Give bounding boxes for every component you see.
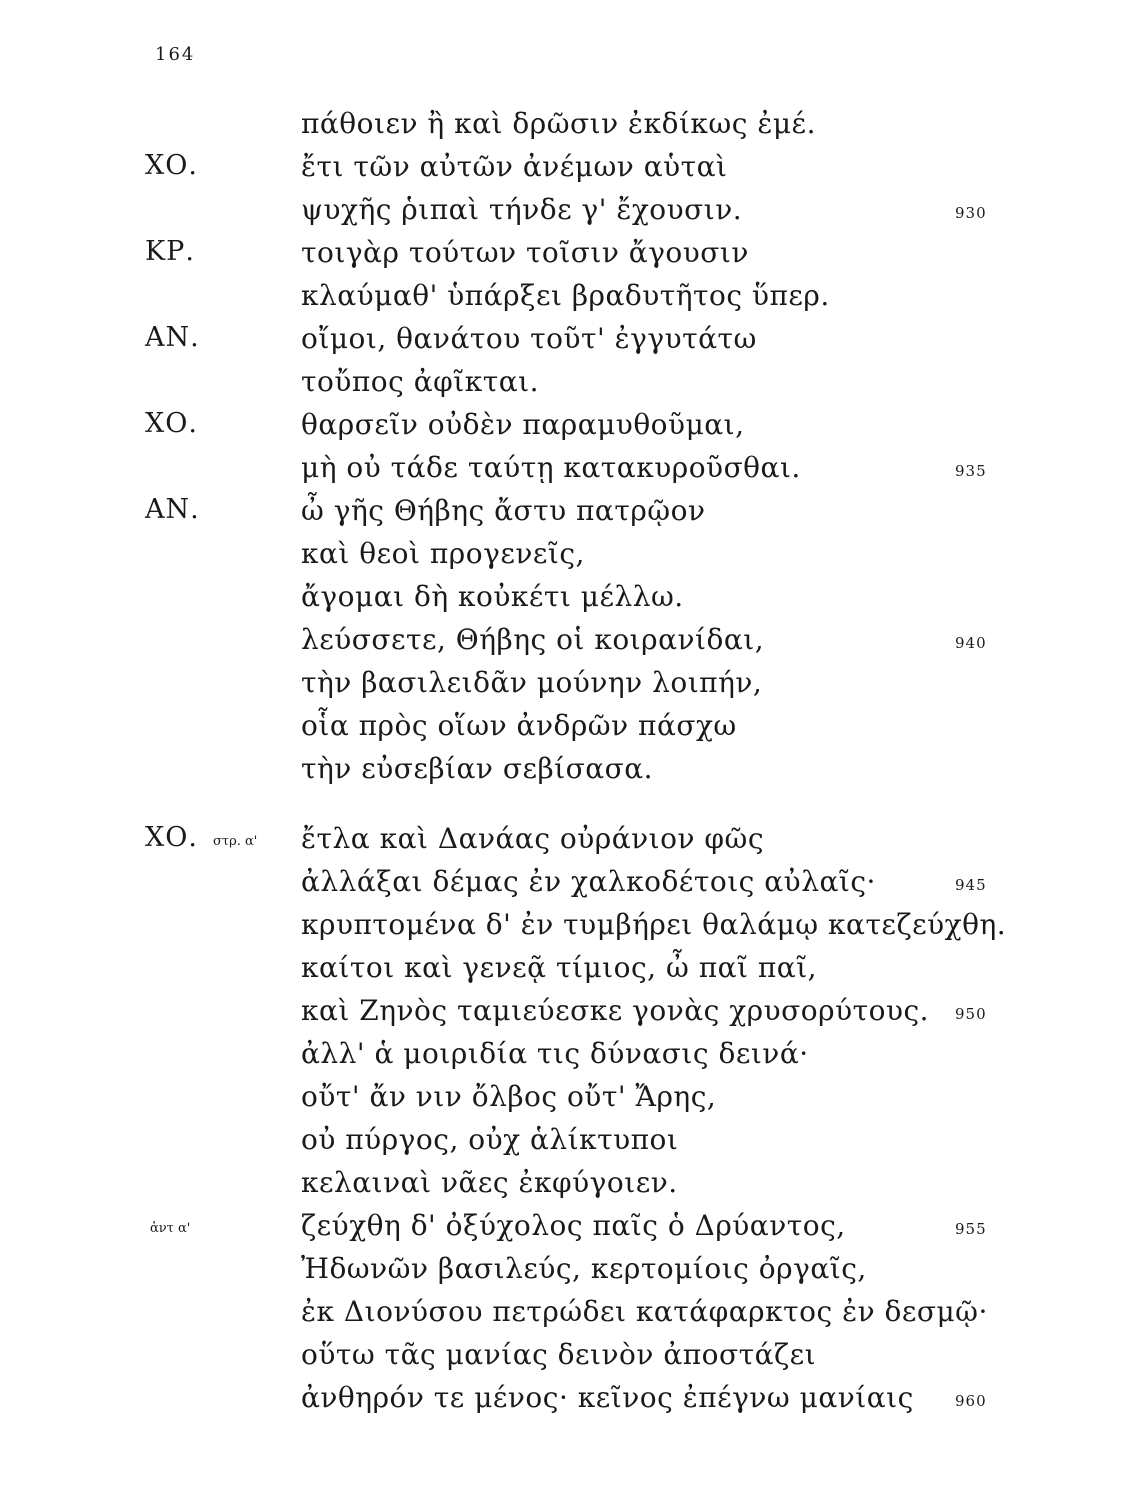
verse-text: κλαύμαθ' ὑπάρξει βραδυτῆτος ὕπερ. bbox=[301, 279, 830, 312]
verse-line bbox=[0, 989, 1122, 1031]
line-number: 945 bbox=[955, 876, 987, 894]
verse-line bbox=[0, 860, 1122, 902]
verse-line bbox=[0, 231, 1122, 273]
verse-text: πάθοιεν ἢ καὶ δρῶσιν ἐκδίκως ἐμέ. bbox=[301, 107, 816, 140]
verse-text: ἔτι τῶν αὐτῶν ἀνέμων αὑταὶ bbox=[301, 150, 728, 183]
speaker-label: ΑΝ. bbox=[145, 322, 200, 353]
verse-text: ἀλλ' ἁ μοιριδία τις δύνασις δεινά· bbox=[301, 1037, 809, 1070]
line-number: 955 bbox=[955, 1220, 987, 1238]
verse-text: μὴ οὐ τάδε ταύτῃ κατακυροῦσθαι. bbox=[301, 451, 801, 484]
verse-text: τὴν εὐσεβίαν σεβίσασα. bbox=[301, 752, 654, 785]
line-number: 960 bbox=[955, 1392, 987, 1410]
verse-line bbox=[0, 946, 1122, 988]
stanza-label: στρ. α' bbox=[213, 834, 258, 849]
verse-line bbox=[0, 145, 1122, 187]
verse-line bbox=[0, 1333, 1122, 1375]
verse-line bbox=[0, 317, 1122, 359]
verse-line bbox=[0, 661, 1122, 703]
verse-text: οὕτω τᾶς μανίας δεινὸν ἀποστάζει bbox=[301, 1338, 817, 1371]
line-number: 940 bbox=[955, 634, 987, 652]
verse-text: ἀλλάξαι δέμας ἐν χαλκοδέτοις αὐλαῖς· bbox=[301, 865, 876, 898]
verse-text: θαρσεῖν οὐδὲν παραμυθοῦμαι, bbox=[301, 408, 745, 441]
verse-text: καίτοι καὶ γενεᾷ τίμιος, ὦ παῖ παῖ, bbox=[301, 951, 818, 984]
speaker-label: ΑΝ. bbox=[145, 494, 200, 525]
speaker-label: ΧΟ. bbox=[145, 408, 198, 439]
verse-text: οὔτ' ἄν νιν ὄλβος οὔτ' Ἄρης, bbox=[301, 1080, 717, 1113]
verse-line bbox=[0, 446, 1122, 488]
verse-line bbox=[0, 1161, 1122, 1203]
verse-line bbox=[0, 403, 1122, 445]
verse-text: ὦ γῆς Θήβης ἄστυ πατρῷον bbox=[301, 494, 706, 527]
verse-line bbox=[0, 1290, 1122, 1332]
verse-text: ἀνθηρόν τε μένος· κεῖνος ἐπέγνω μανίαις bbox=[301, 1381, 914, 1414]
stanza-label: ἀντ α' bbox=[150, 1221, 191, 1236]
verse-line bbox=[0, 1075, 1122, 1117]
line-number: 930 bbox=[955, 204, 987, 222]
verse-text: Ἠδωνῶν βασιλεύς, κερτομίοις ὀργαῖς, bbox=[301, 1252, 867, 1285]
verse-line bbox=[0, 1247, 1122, 1289]
verse-line bbox=[0, 1032, 1122, 1074]
verse-line bbox=[0, 1376, 1122, 1418]
verse-line bbox=[0, 704, 1122, 746]
verse-line bbox=[0, 1204, 1122, 1246]
verse-text: καὶ θεοὶ προγενεῖς, bbox=[301, 537, 585, 570]
verse-text: ἔτλα καὶ Δανάας οὐράνιον φῶς bbox=[301, 822, 765, 855]
verse-text: τοιγὰρ τούτων τοῖσιν ἄγουσιν bbox=[301, 236, 749, 269]
verse-line bbox=[0, 489, 1122, 531]
verse-text: ζεύχθη δ' ὀξύχολος παῖς ὁ Δρύαντος, bbox=[301, 1209, 846, 1242]
page-number: 164 bbox=[155, 44, 196, 65]
verse-line bbox=[0, 618, 1122, 660]
verse-text: οἷα πρὸς οἵων ἀνδρῶν πάσχω bbox=[301, 709, 737, 742]
line-number: 950 bbox=[955, 1005, 987, 1023]
speaker-label: ΚΡ. bbox=[145, 236, 195, 267]
speaker-label: ΧΟ. bbox=[145, 150, 198, 181]
verse-text: κελαιναὶ νᾶες ἐκφύγοιεν. bbox=[301, 1166, 678, 1199]
verse-line bbox=[0, 102, 1122, 144]
verse-text: ψυχῆς ῥιπαὶ τήνδε γ' ἔχουσιν. bbox=[301, 193, 743, 226]
verse-line bbox=[0, 575, 1122, 617]
verse-line bbox=[0, 747, 1122, 789]
verse-line bbox=[0, 1118, 1122, 1160]
speaker-label: ΧΟ. bbox=[145, 822, 198, 853]
verse-line bbox=[0, 903, 1122, 945]
verse-text: λεύσσετε, Θήβης οἱ κοιρανίδαι, bbox=[301, 623, 765, 656]
verse-text: ἐκ Διονύσου πετρώδει κατάφαρκτος ἐν δεσμῷ· bbox=[301, 1295, 988, 1328]
verse-text: τὴν βασιλειδᾶν μούνην λοιπήν, bbox=[301, 666, 763, 699]
verse-line bbox=[0, 188, 1122, 230]
verse-text: οἴμοι, θανάτου τοῦτ' ἐγγυτάτω bbox=[301, 322, 757, 355]
verse-line bbox=[0, 532, 1122, 574]
verse-text: οὐ πύργος, οὐχ ἁλίκτυποι bbox=[301, 1123, 679, 1156]
verse-line bbox=[0, 360, 1122, 402]
verse-line bbox=[0, 274, 1122, 316]
verse-text: κρυπτομένα δ' ἐν τυμβήρει θαλάμῳ κατεζεύχθη. bbox=[301, 908, 1007, 941]
verse-text: καὶ Ζηνὸς ταμιεύεσκε γονὰς χρυσορύτους. bbox=[301, 994, 930, 1027]
line-number: 935 bbox=[955, 462, 987, 480]
verse-line bbox=[0, 817, 1122, 859]
verse-text: τοὔπος ἀφῖκται. bbox=[301, 365, 539, 398]
verse-text: ἄγομαι δὴ κοὐκέτι μέλλω. bbox=[301, 580, 684, 613]
